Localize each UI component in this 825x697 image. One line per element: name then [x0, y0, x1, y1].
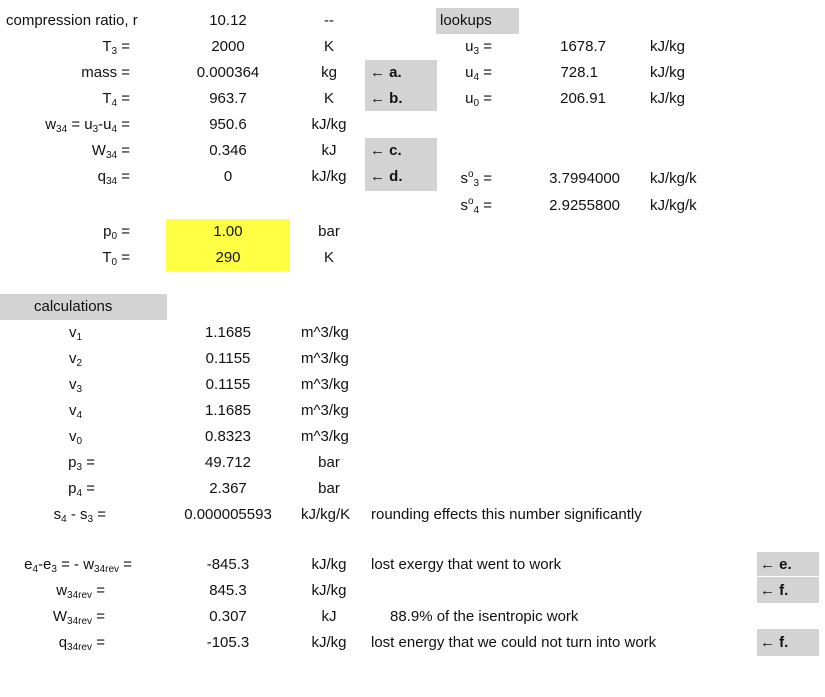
- v2-unit: m^3/kg: [301, 350, 349, 367]
- p0-unit: bar: [318, 223, 340, 240]
- compression-ratio-label: compression ratio, r: [6, 12, 138, 29]
- p3-value: 49.712: [205, 454, 251, 471]
- p3-label: $p_3$ =: [68, 454, 95, 473]
- mass-label: mass =: [81, 64, 130, 81]
- v1-value: 1.1685: [205, 324, 251, 341]
- q34-unit: kJ/kg: [311, 168, 347, 185]
- p4-label: $p_4$ =: [68, 480, 95, 499]
- q34rev-unit: kJ/kg: [311, 634, 347, 651]
- u4-unit: kJ/kg: [650, 64, 686, 81]
- s4-s3-label: $s_4 - s_3$ =: [53, 506, 106, 525]
- T0-value[interactable]: 290: [215, 249, 241, 266]
- e4-e3-value: -845.3: [206, 556, 250, 573]
- u4-label: $u_4$ =: [465, 64, 492, 83]
- W34-label: $W_{34}$ =: [91, 142, 130, 161]
- calculations-header: calculations: [34, 298, 113, 315]
- T0-label: $T_0$ =: [102, 249, 130, 268]
- v0-value: 0.8323: [205, 428, 251, 445]
- marker-f-2: ← f.: [760, 634, 789, 651]
- v4-unit: m^3/kg: [301, 402, 349, 419]
- W34rev-note: 88.9% of the isentropic work: [390, 608, 579, 625]
- s4-unit: kJ/kg/k: [650, 197, 697, 214]
- q34-label: $q_{34}$ =: [97, 168, 130, 187]
- p0-value[interactable]: 1.00: [213, 223, 243, 240]
- v2-label: $v_2$: [68, 350, 82, 369]
- t3-label: $T_3$ =: [102, 38, 130, 57]
- v0-unit: m^3/kg: [301, 428, 349, 445]
- s3-value: 3.7994000: [549, 170, 620, 187]
- marker-a: ← a.: [370, 64, 402, 81]
- lookups-header: lookups: [440, 12, 492, 29]
- p4-value: 2.367: [209, 480, 247, 497]
- marker-d: ← d.: [370, 168, 403, 185]
- q34rev-note: lost energy that we could not turn into work: [371, 634, 657, 651]
- v2-value: 0.1155: [205, 350, 251, 367]
- w34rev-unit: kJ/kg: [311, 582, 347, 599]
- u4-value: 728.1: [560, 64, 598, 81]
- p3-unit: bar: [318, 454, 340, 471]
- T0-unit: K: [323, 249, 334, 266]
- p4-unit: bar: [318, 480, 340, 497]
- W34rev-label: $W_{34rev}$ =: [52, 608, 105, 627]
- v1-unit: m^3/kg: [301, 324, 349, 341]
- w34rev-label: $w_{34rev}$ =: [56, 582, 105, 601]
- W34rev-unit: kJ: [321, 608, 337, 625]
- s4-value: 2.9255800: [549, 197, 620, 214]
- q34rev-value: -105.3: [206, 634, 250, 651]
- w34-value: 950.6: [209, 116, 247, 133]
- t3-value: 2000: [211, 38, 245, 55]
- v4-value: 1.1685: [205, 402, 251, 419]
- v1-label: $v_1$: [68, 324, 82, 343]
- v3-label: $v_3$: [68, 376, 82, 395]
- v3-value: 0.1155: [205, 376, 251, 393]
- u3-label: $u_3$ =: [465, 38, 492, 57]
- s4-s3-note: rounding effects this number significantly: [371, 506, 642, 523]
- e4-e3-note: lost exergy that went to work: [371, 556, 562, 573]
- W34rev-value: 0.307: [209, 608, 247, 625]
- marker-f-1: ← f.: [760, 582, 789, 599]
- u3-unit: kJ/kg: [650, 38, 686, 55]
- t3-unit: K: [323, 38, 334, 55]
- w34-label: $w_{34} = u_3-u_4$ =: [45, 116, 130, 135]
- marker-c: ← c.: [370, 142, 402, 159]
- s4-s3-value: 0.000005593: [184, 506, 272, 523]
- u0-label: $u_0$ =: [465, 90, 492, 109]
- marker-b: ← b.: [370, 90, 403, 107]
- s4-s3-unit: kJ/kg/K: [301, 506, 351, 523]
- p0-label: $p_0$ =: [103, 223, 130, 242]
- mass-unit: kg: [321, 64, 337, 81]
- compression-ratio-value: 10.12: [209, 12, 247, 29]
- v4-label: $v_4$: [68, 402, 82, 421]
- W34-value: 0.346: [209, 142, 247, 159]
- u0-unit: kJ/kg: [650, 90, 686, 107]
- s3-unit: kJ/kg/k: [650, 170, 697, 187]
- q34rev-label: $q_{34rev}$ =: [58, 634, 105, 653]
- compression-ratio-unit: --: [324, 12, 334, 29]
- e4-e3-label: $e_4-e_3$ = - $w_{34rev}$ =: [24, 556, 132, 575]
- t4-value: 963.7: [209, 90, 247, 107]
- s4-label: $s^o_4$ =: [460, 196, 492, 216]
- e4-e3-unit: kJ/kg: [311, 556, 347, 573]
- v0-label: $v_0$: [68, 428, 82, 447]
- w34-unit: kJ/kg: [311, 116, 347, 133]
- marker-e: ← e.: [760, 556, 792, 573]
- t4-unit: K: [323, 90, 334, 107]
- q34-value: 0: [223, 168, 233, 185]
- v3-unit: m^3/kg: [301, 376, 349, 393]
- u0-value: 206.91: [560, 90, 606, 107]
- s3-label: $s^o_3$ =: [460, 169, 492, 189]
- W34-unit: kJ: [321, 142, 337, 159]
- u3-value: 1678.7: [560, 38, 606, 55]
- mass-value: 0.000364: [196, 64, 260, 81]
- w34rev-value: 845.3: [209, 582, 247, 599]
- t4-label: $T_4$ =: [102, 90, 130, 109]
